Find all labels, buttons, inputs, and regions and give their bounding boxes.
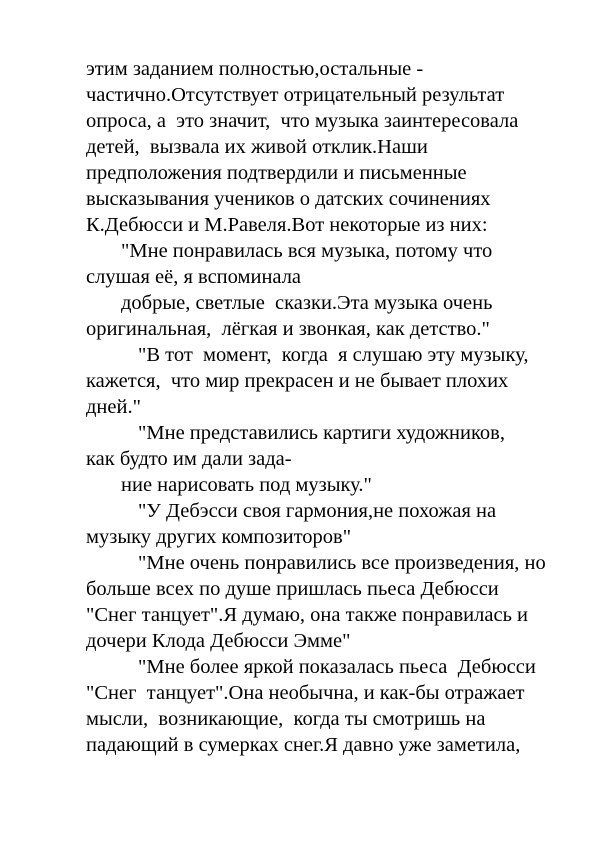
quote-line: кажется, что мир прекрасен и не бывает плохих bbox=[86, 370, 509, 392]
text-line: высказывания учеников о датских сочинениях bbox=[86, 188, 491, 210]
quote-line: "Мне более яркой показалась пьеса Дебюсси bbox=[138, 656, 536, 678]
quote-line: "Мне очень понравились все произведения, но bbox=[138, 552, 546, 574]
quote-line: как будто им дали зада- bbox=[86, 448, 292, 470]
quote-line: дочери Клода Дебюсси Эмме" bbox=[86, 630, 351, 652]
text-line: частично.Отсутствует отрицательный результат bbox=[86, 84, 505, 106]
quote-line: "В тот момент, когда я слушаю эту музыку, bbox=[138, 344, 529, 366]
quote-line: слушая её, я вспоминала bbox=[86, 266, 302, 288]
text-line: детей, вызвала их живой отклик.Наши bbox=[86, 136, 428, 158]
quote-line: "Снег танцует".Она необычна, и как-бы отражает bbox=[86, 682, 525, 704]
quote-line: падающий в сумерках снег.Я давно уже заметила, bbox=[86, 734, 521, 756]
quote-line: мысли, возникающие, когда ты смотришь на bbox=[86, 708, 486, 730]
text-line: К.Дебюсси и М.Равеля.Вот некоторые из них: bbox=[86, 214, 488, 236]
quote-line: музыку других композиторов" bbox=[86, 526, 352, 548]
text-line: этим заданием полностью,остальные - bbox=[86, 58, 424, 80]
quote-line: ние нарисовать под музыку." bbox=[121, 474, 372, 496]
quote-line: "Мне понравилась вся музыка, потому что bbox=[121, 240, 493, 262]
quote-line: "Мне представились картиги художников, bbox=[138, 422, 505, 444]
quote-line: "Снег танцует".Я думаю, она также понравилась и bbox=[86, 604, 529, 626]
quote-line: дней." bbox=[86, 396, 141, 418]
quote-line: добрые, светлые сказки.Эта музыка очень bbox=[121, 292, 493, 314]
quote-line: больше всех по душе пришлась пьеса Дебюсси bbox=[86, 578, 499, 600]
text-line: предположения подтвердили и письменные bbox=[86, 162, 467, 184]
text-line: опроса, а это значит, что музыка заинтересовала bbox=[86, 110, 519, 132]
quote-line: "У Дебэсси своя гармония,не похожая на bbox=[138, 500, 497, 522]
quote-line: оригинальная, лёгкая и звонкая, как детство." bbox=[86, 318, 490, 340]
